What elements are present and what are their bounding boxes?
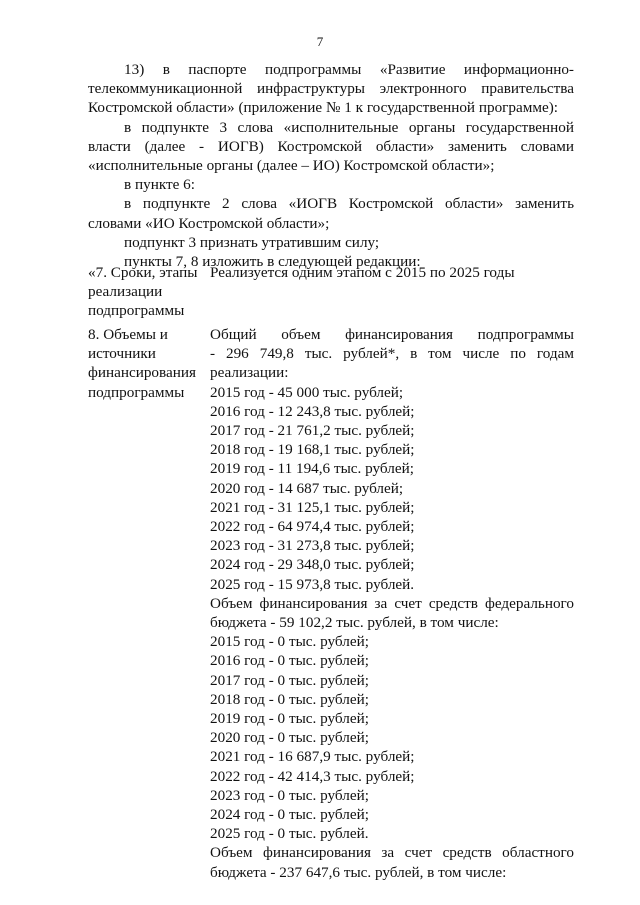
total-funding-line: Общий объем финансирования подпрограммы xyxy=(210,326,574,343)
federal-year-item: 2022 год - 42 414,3 тыс. рублей; xyxy=(210,767,415,785)
total-funding-line: - 296 749,8 тыс. рублей*, в том числе по годам xyxy=(210,345,574,363)
federal-year-item: 2025 год - 0 тыс. рублей. xyxy=(210,825,369,843)
passport-row-8 xyxy=(88,325,574,882)
federal-year-item: 2020 год - 0 тыс. рублей; xyxy=(210,729,369,747)
paragraph-subpoint-3-invalid: подпункт 3 признать утратившим силу; xyxy=(124,233,380,251)
amendment-text xyxy=(88,60,574,271)
passport-row-7 xyxy=(88,263,574,321)
row-8-label-line: финансирования xyxy=(88,364,196,382)
federal-funding-line: бюджета - 59 102,2 тыс. рублей, в том числе: xyxy=(210,614,499,632)
federal-funding-line: Объем финансирования за счет средств федерального xyxy=(210,594,574,612)
federal-year-item: 2023 год - 0 тыс. рублей; xyxy=(210,786,369,804)
federal-year-item: 2017 год - 0 тыс. рублей; xyxy=(210,671,369,689)
total-year-item: 2024 год - 29 348,0 тыс. рублей; xyxy=(210,556,415,574)
row-8-content xyxy=(210,325,574,882)
total-funding-line: реализации: xyxy=(210,364,289,382)
total-year-item: 2022 год - 64 974,4 тыс. рублей; xyxy=(210,518,415,536)
paragraph-subpoint-2: в подпункте 2 слова «ИОГВ Костромской области» заменить словами «ИО Костромской области»; xyxy=(88,195,574,232)
row-8-label-line: подпрограммы xyxy=(88,383,185,401)
total-year-item: 2018 год - 19 168,1 тыс. рублей; xyxy=(210,441,415,459)
row-8-label-line: источники xyxy=(88,345,156,363)
federal-year-item: 2019 год - 0 тыс. рублей; xyxy=(210,710,369,728)
paragraph-point-6: в пункте 6: xyxy=(124,176,195,194)
total-year-item: 2025 год - 15 973,8 тыс. рублей. xyxy=(210,575,415,593)
federal-year-item: 2015 год - 0 тыс. рублей; xyxy=(210,633,369,651)
total-year-item: 2021 год - 31 125,1 тыс. рублей; xyxy=(210,498,415,516)
row-8-label-line: 8. Объемы и xyxy=(88,326,168,343)
total-year-item: 2015 год - 45 000 тыс. рублей; xyxy=(210,383,404,401)
row-7-label-line: подпрограммы xyxy=(88,302,185,320)
total-year-item: 2019 год - 11 194,6 тыс. рублей; xyxy=(210,460,414,478)
total-year-item: 2020 год - 14 687 тыс. рублей; xyxy=(210,479,404,497)
paragraph-points-7-8: пункты 7, 8 изложить в следующей редакции: xyxy=(124,253,421,271)
total-year-item: 2017 год - 21 761,2 тыс. рублей; xyxy=(210,422,415,440)
regional-funding-line: Объем финансирования за счет средств областного xyxy=(210,844,574,862)
page-number: 7 xyxy=(316,34,324,49)
row-7-label-line: реализации xyxy=(88,283,163,301)
regional-funding-line: бюджета - 237 647,6 тыс. рублей, в том числе: xyxy=(210,863,507,881)
paragraph-subpoint-3: в подпункте 3 слова «исполнительные органы государственной власти (далее - ИОГВ) Костромской области» заменить словами «исполнительные органы (далее – ИО) Костромской области»; xyxy=(88,118,574,175)
total-year-item: 2023 год - 31 273,8 тыс. рублей; xyxy=(210,537,415,555)
row-7-text: Реализуется одним этапом с 2015 по 2025 годы xyxy=(210,264,515,281)
row-7-label xyxy=(88,263,210,321)
federal-year-item: 2018 год - 0 тыс. рублей; xyxy=(210,690,369,708)
paragraph-item-13: 13) в паспорте подпрограммы «Развитие информационно-телекоммуникационной инфраструктуры электронного правительства Костромской области» (приложение № 1 к государственной программе): xyxy=(88,61,574,117)
row-7-content xyxy=(210,263,574,321)
row-7-label-line: «7. Сроки, этапы xyxy=(88,264,198,281)
federal-year-item: 2016 год - 0 тыс. рублей; xyxy=(210,652,369,670)
federal-year-item: 2024 год - 0 тыс. рублей; xyxy=(210,806,369,824)
total-year-item: 2016 год - 12 243,8 тыс. рублей; xyxy=(210,402,415,420)
federal-year-item: 2021 год - 16 687,9 тыс. рублей; xyxy=(210,748,415,766)
row-8-label xyxy=(88,325,210,882)
